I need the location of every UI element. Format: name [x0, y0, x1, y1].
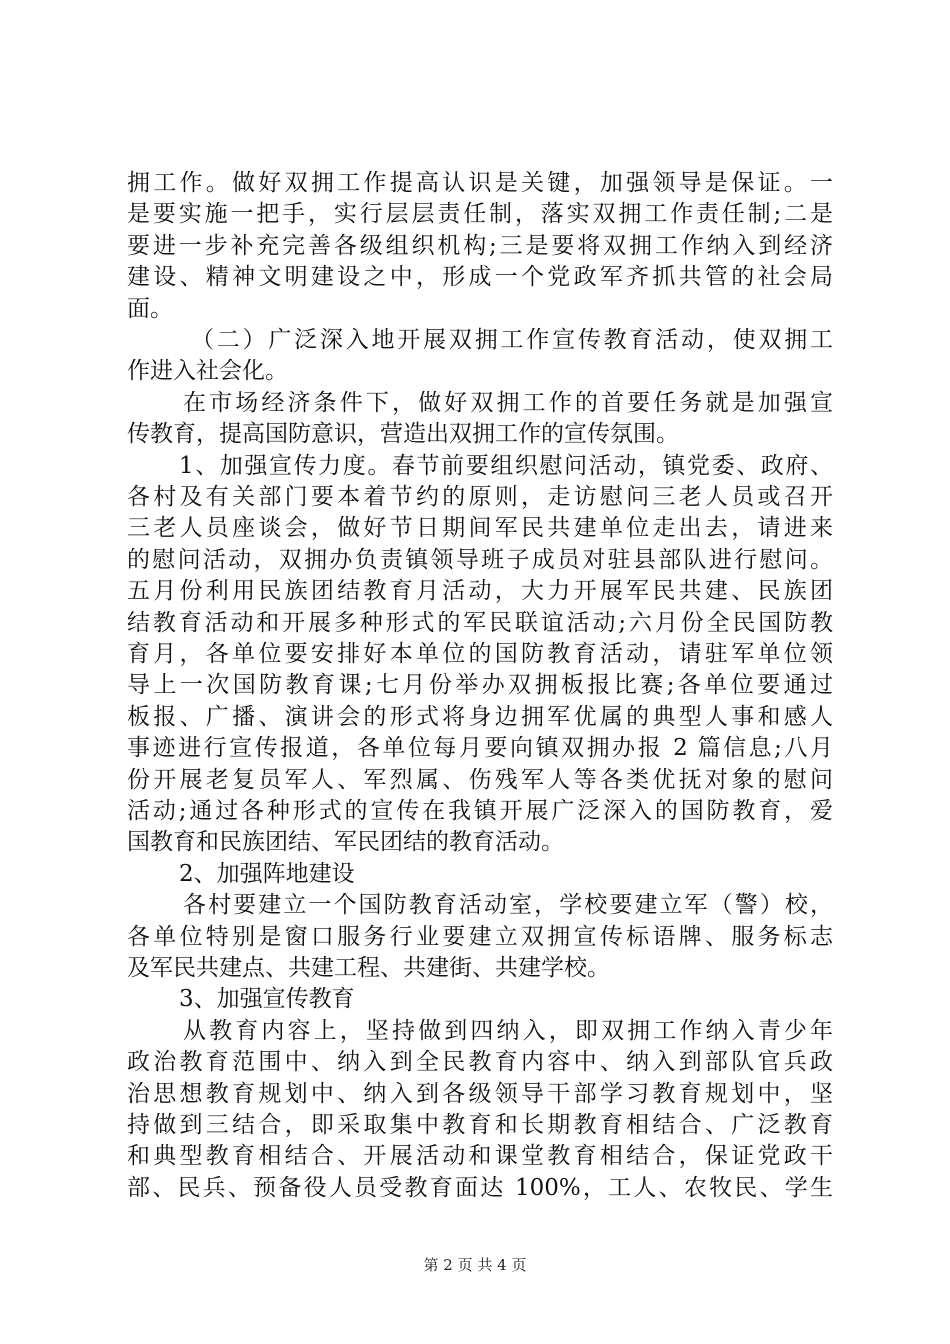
text-line: 作进入社会化。 — [127, 358, 288, 385]
text-line: 1、加强宣传力度。春节前要组织慰问活动，镇党委、政府、 — [179, 452, 833, 479]
text-line: 结教育活动和开展多种形式的军民联谊活动;六月份全民国防教 — [127, 609, 833, 636]
text-line: 的慰问活动，双拥办负责镇领导班子成员对驻县部队进行慰问。 — [127, 546, 833, 573]
text-line: 从教育内容上，坚持做到四纳入，即双拥工作纳入青少年 — [183, 1017, 833, 1044]
text-line: 国教育和民族团结、军民团结的教育活动。 — [127, 829, 564, 856]
text-line: 在市场经济条件下，做好双拥工作的首要任务就是加强宣 — [183, 389, 833, 416]
text-line: 拥工作。做好双拥工作提高认识是关键，加强领导是保证。一 — [127, 170, 833, 196]
text-line: 板报、广播、演讲会的形式将身边拥军优属的典型人事和感人 — [127, 703, 833, 730]
text-line: 各单位特别是窗口服务行业要建立双拥宣传标语牌、服务标志 — [127, 923, 833, 950]
text-line: 各村要建立一个国防教育活动室，学校要建立军（警）校， — [183, 892, 833, 919]
text-line: 育月，各单位要安排好本单位的国防教育活动，请驻军单位领 — [127, 641, 833, 667]
text-line: 持做到三结合，即采取集中教育和长期教育相结合、广泛教育 — [127, 1112, 833, 1138]
text-line: 是要实施一把手，实行层层责任制，落实双拥工作责任制;二是 — [127, 201, 833, 228]
text-line: （二）广泛深入地开展双拥工作宣传教育活动，使双拥工 — [191, 327, 833, 353]
text-line: 面。 — [127, 295, 173, 322]
text-line: 五月份利用民族团结教育月活动，大力开展军民共建、民族团 — [127, 578, 833, 605]
text-line: 2、加强阵地建设 — [179, 860, 355, 887]
text-line: 和典型教育相结合、开展活动和课堂教育相结合，保证党政干 — [127, 1143, 833, 1170]
page-footer: 第 2 页 共 4 页 — [423, 1256, 527, 1274]
text-line: 事迹进行宣传报道，各单位每月要向镇双拥办报 2 篇信息;八月 — [127, 735, 833, 762]
text-line: 及军民共建点、共建工程、共建街、共建学校。 — [127, 955, 610, 981]
text-line: 导上一次国防教育课;七月份举办双拥板报比赛;各单位要通过 — [127, 672, 833, 699]
text-line: 传教育，提高国防意识，营造出双拥工作的宣传氛围。 — [127, 421, 679, 448]
text-line: 要进一步补充完善各级组织机构;三是要将双拥工作纳入到经济 — [127, 232, 833, 259]
text-line: 活动;通过各种形式的宣传在我镇开展广泛深入的国防教育，爱 — [127, 798, 833, 824]
text-line: 建设、精神文明建设之中，形成一个党政军齐抓共管的社会局 — [127, 264, 833, 291]
text-line: 政治教育范围中、纳入到全民教育内容中、纳入到部队官兵政 — [127, 1049, 833, 1076]
text-line: 份开展老复员军人、军烈属、伤残军人等各类优抚对象的慰问 — [127, 766, 833, 793]
text-line: 部、民兵、预备役人员受教育面达 100%，工人、农牧民、学生 — [127, 1174, 833, 1201]
text-line: 各村及有关部门要本着节约的原则，走访慰问三老人员或召开 — [127, 484, 833, 510]
text-line: 3、加强宣传教育 — [179, 986, 355, 1013]
text-line: 治思想教育规划中、纳入到各级领导干部学习教育规划中，坚 — [127, 1080, 833, 1107]
text-line: 三老人员座谈会，做好节日期间军民共建单位走出去，请进来 — [127, 515, 833, 542]
